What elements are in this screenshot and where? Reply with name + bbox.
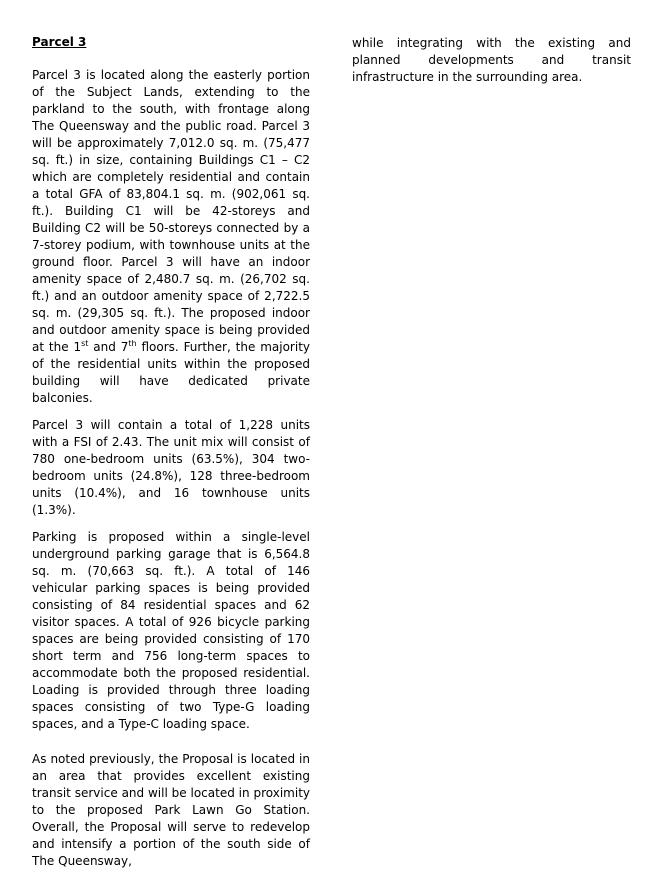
right-column	[352, 34, 631, 96]
paragraph-transit: As noted previously, the Proposal is located in an area that provides excellent existing transit service and will be located in proximity to the proposed Park Lawn Go Station. Overall, the Proposal will serve to redevelop and intensify a portion of the south side of The Queensway,	[32, 752, 310, 868]
paragraph-parcel-description	[32, 67, 310, 407]
left-column	[32, 34, 310, 880]
paragraph-text: and 7	[88, 340, 129, 354]
paragraph-text: Parcel 3 is located along the easterly portion of the Subject Lands, extending to the parkland to the south, with frontage along The Queensway and the public road. Parcel 3 will be approximately 7,012.0 sq. m. (75,477 sq. ft.) in size, containing Buildings C1 – C2 which are completely residential and contain a total GFA of 83,804.1 sq. m. (902,061 sq. ft.). Building C1 will be 42-storeys and Building C2 will be 50-storeys connected by a 7-storey podium, with townhouse units at the ground floor. Parcel 3 will have an indoor amenity space of 2,480.7 sq. m. (26,702 sq. ft.) and an outdoor amenity space of 2,722.5 sq. m. (29,305 sq. ft.). The proposed indoor and outdoor amenity space is being provided at the 1	[32, 68, 310, 354]
paragraph-text: floors. Further, the majority of the residential units within the proposed building will have dedicated private balconies.	[32, 340, 311, 405]
superscript-ordinal: th	[128, 339, 137, 348]
paragraph-unit-mix: Parcel 3 will contain a total of 1,228 units with a FSI of 2.43. The unit mix will consist of 780 one-bedroom units (63.5%), 304 two-bedroom units (24.8%), 128 three-bedroom units (10.4%), and 16 townhouse units (1.3%).	[32, 418, 310, 517]
section-heading: Parcel 3	[32, 35, 87, 49]
paragraph-parking: Parking is proposed within a single-level underground parking garage that is 6,564.8 sq. m. (70,663 sq. ft.). A total of 146 vehicular parking spaces is being provided consisting of 84 residential spaces and 62 visitor spaces. A total of 926 bicycle parking spaces are being provided consisting of 170 short term and 756 long-term spaces to accommodate both the proposed residential. Loading is provided through three loading spaces consisting of two Type-G loading spaces, and a Type-C loading space.	[32, 530, 310, 731]
superscript-ordinal: st	[81, 339, 89, 348]
paragraph-continuation: while integrating with the existing and planned developments and transit infrastructure in the surrounding area.	[352, 36, 631, 84]
